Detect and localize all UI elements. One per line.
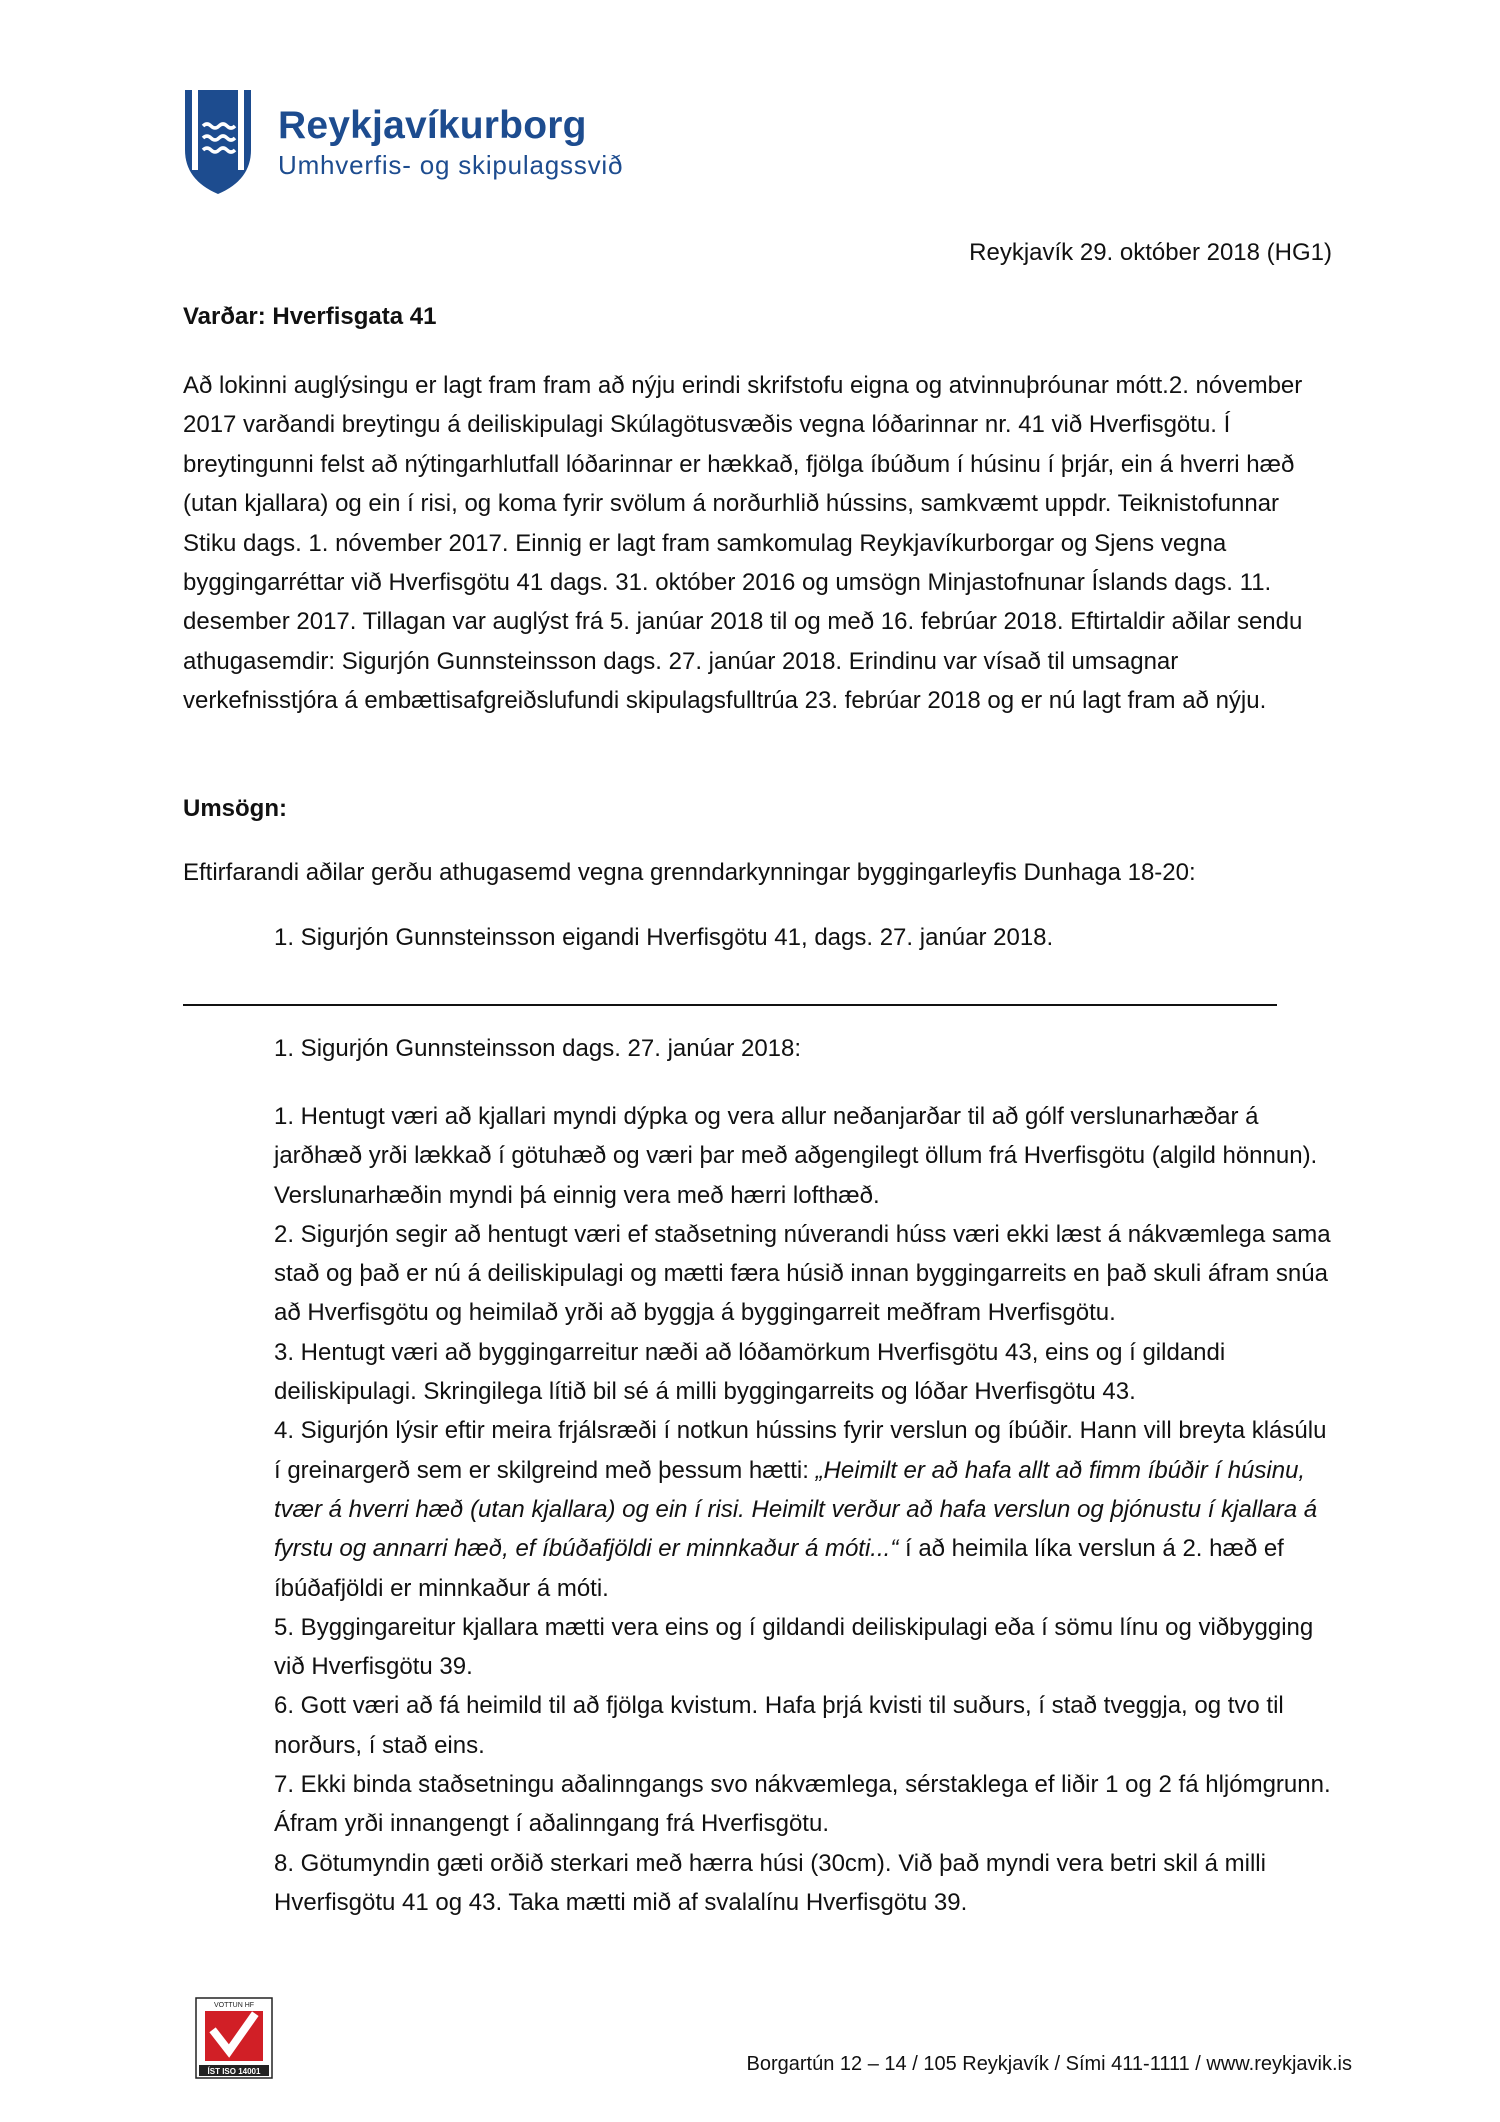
list-item: 1. Sigurjón Gunnsteinsson eigandi Hverfisgötu 41, dags. 27. janúar 2018. [274,924,1054,951]
footer-address: Borgartún 12 – 14 / 105 Reykjavík / Sími 411-1111 / www.reykjavik.is [746,2053,1352,2075]
organization-name: Reykjavíkurborg [278,104,587,147]
comment-point-4 [274,1411,1334,1607]
organization-header [278,104,623,182]
point-4-text: 4. Sigurjón lýsir eftir meira frjálsræði í notkun hússins fyrir verslun og íbúðir. Hann vill breyta klásúlu í greinargerð sem er skilgreind með þessum hætti: [274,1417,1327,1484]
comment-heading: 1. Sigurjón Gunnsteinsson dags. 27. janúar 2018: [274,1035,802,1062]
comment-point-2: 2. Sigurjón segir að hentugt væri ef staðsetning núverandi húss væri ekki læst á nákvæmlega sama stað og það er nú á deiliskipulagi og mætti færa húsið innan byggingarreits en það skuli áfram snúa að Hverfisgötu og heimilað yrði að byggja á byggingarreit meðfram Hverfisgötu. [274,1220,1331,1327]
horizontal-divider [183,1004,1277,1006]
comment-point-1: 1. Hentugt væri að kjallari myndi dýpka og vera allur neðanjarðar til að gólf verslunarhæðar á jarðhæð yrði lækkað í götuhæð og væri þar með aðgengilegt öllum frá Hverfisgötu (algild hönnun). Verslunarhæðin myndi þá einnig vera með hærri lofthæð. [274,1103,1318,1209]
comment-point-7: 7. Ekki binda staðsetningu aðalinngangs svo nákvæmlega, sérstaklega ef liðir 1 og 2 fá hljómgrunn. Áfram yrði innangengt í aðalinngang frá Hverfisgötu. [274,1771,1331,1838]
point-4-quote: „Heimilt er að hafa allt að fimm íbúðir í húsinu, tvær á hverri hæð (utan kjallara) og ein í risi. Heimilt verður að hafa verslun og þjónustu í kjallara á fyrstu og annarri hæð, ef íbúðafjöldi er minnkaður á móti...“ [274,1456,1318,1563]
iso-certification-logo [195,1997,273,2079]
comment-points [274,1097,1334,1922]
intro-paragraph: Að lokinni auglýsingu er lagt fram fram að nýju erindi skrifstofu eigna og atvinnuþróunar mótt.2. nóvember 2017 varðandi breytingu á deiliskipulagi Skúlagötusvæðis vegna lóðarinnar nr. 41 við Hverfisgötu. Í breytingunni felst að nýtingarhlutfall lóðarinnar er hækkað, fjölga íbúðum í húsinu í þrjár, ein á hverri hæð (utan kjallara) og ein í risi, og koma fyrir svölum á norðurhlið hússins, samkvæmt uppdr. Teiknistofunnar Stiku dags. 1. nóvember 2017. Einnig er lagt fram samkomulag Reykjavíkurborgar og Sjens vegna byggingarréttar við Hverfisgötu 41 dags. 31. október 2016 og umsögn Minjastofnunar Íslands dags. 11. desember 2017. Tillagan var auglýst frá 5. janúar 2018 til og með 16. febrúar 2018. Eftirtaldir aðilar sendu athugasemdir: Sigurjón Gunnsteinsson dags. 27. janúar 2018. Erindinu var vísað til umsagnar verkefnisstjóra á embættisafgreiðslufundi skipulagsfulltrúa 23. febrúar 2018 og er nú lagt fram að nýju. [183,372,1303,715]
comment-point-3: 3. Hentugt væri að byggingarreitur næði að lóðamörkum Hverfisgötu 43, eins og í gildandi deiliskipulagi. Skringilega lítið bil sé á milli byggingarreits og lóðar Hverfisgötu 43. [274,1338,1226,1406]
svg-text:VOTTUN HF: VOTTUN HF [213,2002,255,2009]
document-date: Reykjavík 29. október 2018 (HG1) [969,239,1332,266]
umsogn-heading: Umsögn: [183,795,287,822]
department-name: Umhverfis- og skipulagssvið [278,150,624,180]
comment-point-5: 5. Byggingareitur kjallara mætti vera eins og í gildandi deiliskipulagi eða í sömu línu og viðbygging við Hverfisgötu 39. [274,1613,1314,1681]
coat-of-arms-logo [183,88,253,196]
point-4-text-after: í að heimila líka verslun á 2. hæð ef íbúðafjöldi er minnkaður á móti. [274,1535,1284,1602]
comment-point-8: 8. Götumyndin gæti orðið sterkari með hærra húsi (30cm). Við það myndi vera betri skil á milli Hverfisgötu 41 og 43. Taka mætti mið af svalalínu Hverfisgötu 39. [274,1849,1266,1916]
comment-point-6: 6. Gott væri að fá heimild til að fjölga kvistum. Hafa þrjá kvisti til suðurs, í stað tveggja, og tvo til norðurs, í stað eins. [274,1692,1284,1759]
subject-line: Varðar: Hverfisgata 41 [183,303,437,330]
umsogn-intro: Eftirfarandi aðilar gerðu athugasemd vegna grenndarkynningar byggingarleyfis Dunhaga 18-20: [183,859,1196,886]
svg-text:ÍST ISO 14001: ÍST ISO 14001 [207,2067,261,2076]
commenter-list [274,924,1053,952]
